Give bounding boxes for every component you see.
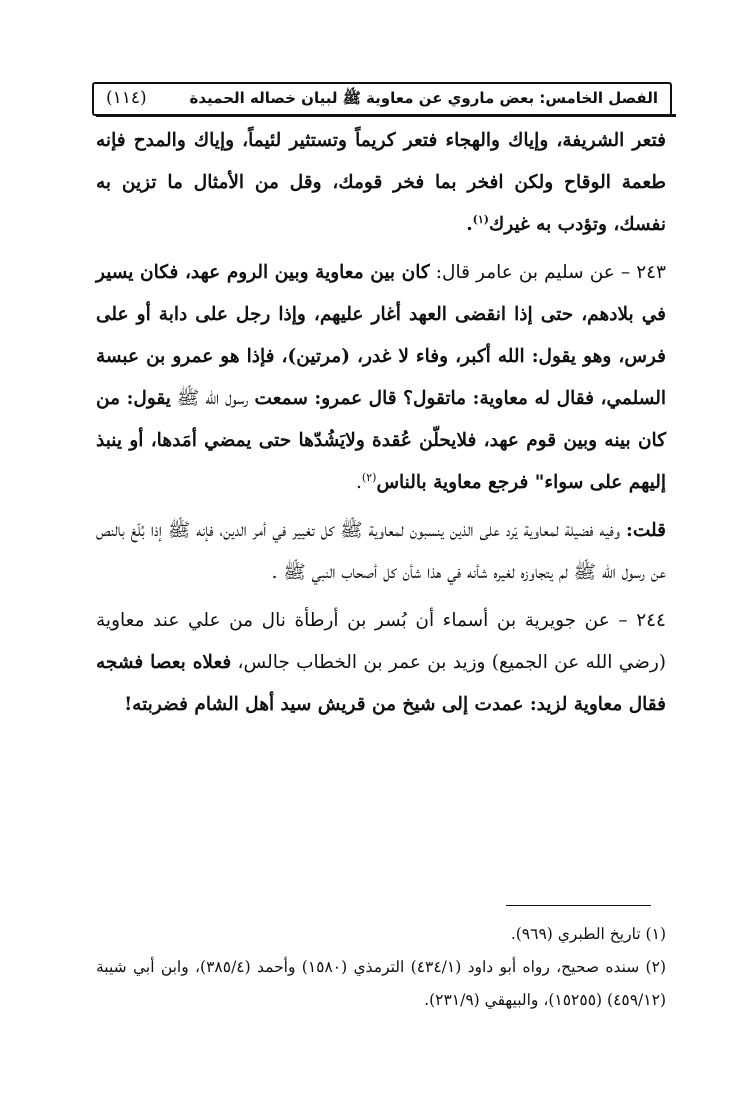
- footnote-2: (٢) سنده صحيح، رواه أبو داود (٤٣٤/١) الترمذي (١٥٨٠) وأحمد (٣٨٥/٤)، وابن أبي شيبة (٤٥٩/١٢) (١٥٢٥٥)، والبيهقي (٢٣١/٩).: [96, 958, 666, 1009]
- main-text: [96, 120, 666, 726]
- paragraph-2: [96, 252, 666, 504]
- paragraph-1-text: فتعر الشريفة، وإياك والهجاء فتعر كريماً وتستثير لئيماً، وإياك والمدح فإنه طعمة الوقاح ولكن افخر بما فخر قومك، وقل من الأمثال ما تزين به نفسك، وتؤدب به غيرك: [96, 130, 666, 235]
- header-shadow-rule: [96, 114, 676, 117]
- footnote-ref-2: (٢): [361, 470, 377, 484]
- commentary-label: قلت:: [626, 520, 666, 541]
- paragraph-1-end: .: [466, 214, 473, 235]
- hadith-243-text: كان بين معاوية وبين الروم عهد، فكان يسير في بلادهم، حتى إذا انقضى العهد أغار عليهم، وإذا رجل على دابة أو على فرس، وهو يقول: الله أكبر، وفاء لا غدر، (مرتين)، فإذا هو عمرو بن عبسة السلمي، فقال له معاوية: ماتقول؟ قال عمرو: سمعت: [96, 262, 666, 409]
- footnote-ref-1: (١): [472, 212, 490, 226]
- hadith-243-prophet: رسول الله ﷺ: [176, 388, 249, 409]
- hadith-244-bold: فعلاه بعصا فشجه فقال معاوية لزيد: عمدت إلى شيخ من قريش سيد أهل الشام فضربته!: [96, 652, 666, 715]
- page-number: (١١٤): [106, 88, 147, 108]
- hadith-243-rest: يقول: من كان بينه وبين قوم عهد، فلايحلّن عُقدة ولايَشُدّها حتى يمضي أمَدها، أو ينبذ إليهم على سواء" فرجع معاوية بالناس: [96, 388, 666, 493]
- paragraph-2-end: .: [356, 472, 362, 493]
- paragraph-1: [96, 120, 666, 246]
- commentary-text: وفيه فضيلة لمعاوية يَرد على الذين ينسبون لمعاوية ﷺ كل تغيير في أمر الدين، فإنه ﷺ إذا بُلّغ بالنص عن رسول الله ﷺ لم يتجاوزه لغيره شأنه في هذا شأن كل أصحاب النبي ﷺ .: [96, 520, 666, 583]
- hadith-244-intro: ٢٤٤ – عن جويرية بن أسماء أن بُسر بن أرطأة نال من علي عند معاوية (رضي الله عن الجميع) وزيد بن عمر بن الخطاب جالس،: [96, 610, 667, 673]
- paragraph-3: [96, 510, 666, 594]
- hadith-243-intro: ٢٤٣ – عن سليم بن عامر قال:: [435, 262, 666, 283]
- paragraph-4: [96, 600, 666, 726]
- footnote-separator: [506, 905, 651, 906]
- running-header: [92, 82, 672, 116]
- chapter-title: الفصل الخامس: بعض ماروي عن معاوية ﷺ لبيان خصاله الحميدة: [189, 89, 658, 107]
- footnotes: [96, 918, 666, 1017]
- footnote-1: (١) تاريخ الطبري (٩٦٩).: [510, 925, 666, 943]
